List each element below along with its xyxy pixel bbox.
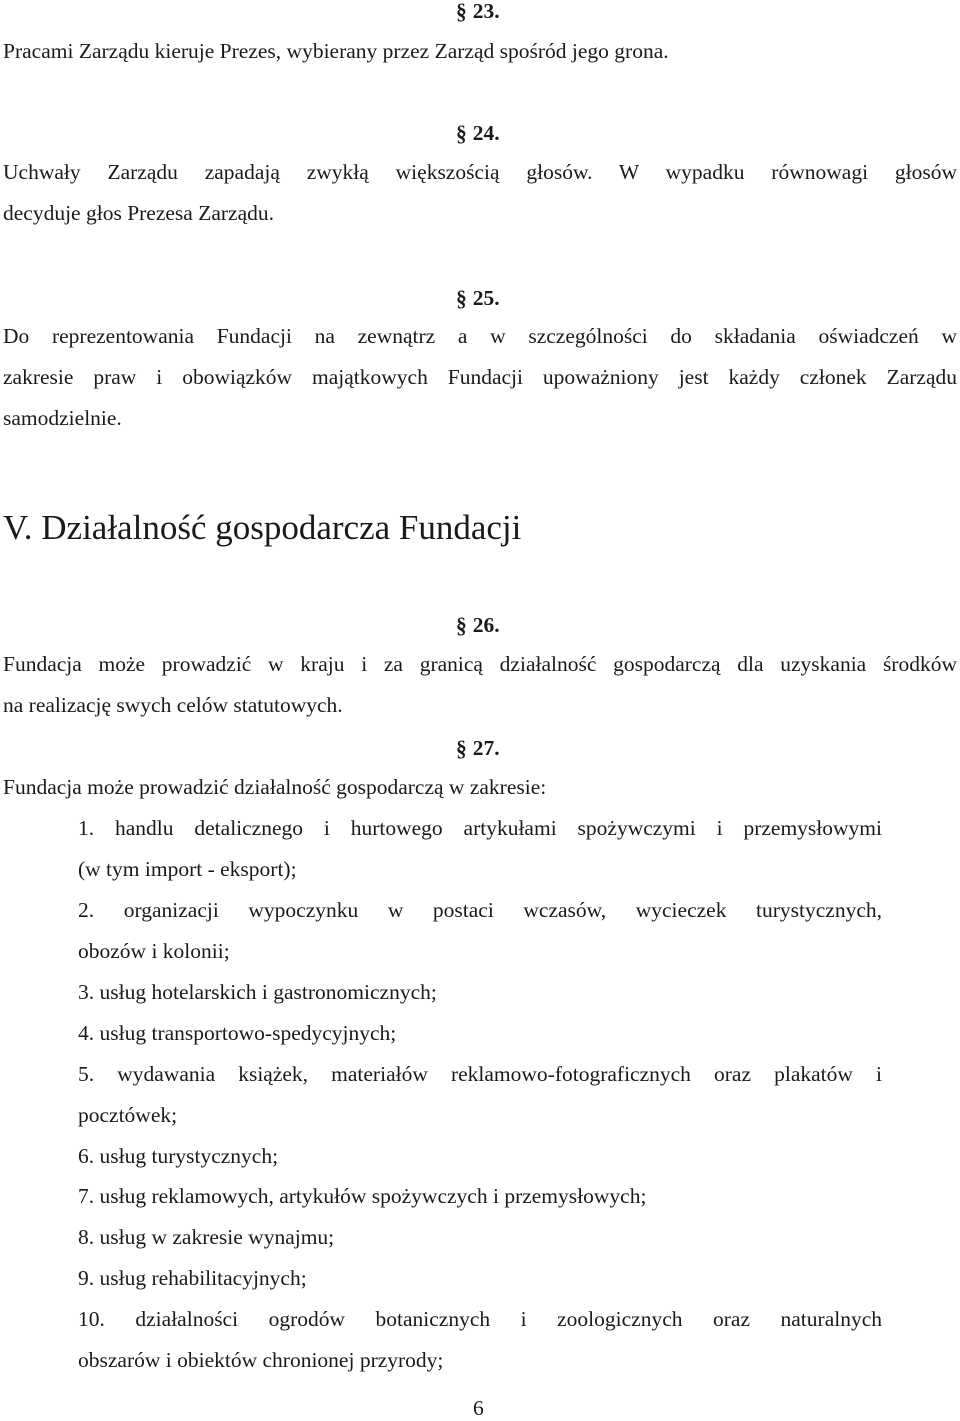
section-symbol: §	[456, 285, 467, 311]
list-item	[78, 1258, 307, 1299]
list-item-number: 10.	[78, 1307, 105, 1331]
section-25-text-line: Do reprezentowania Fundacji na zewnątrz a w szczególności do składania oświadczeń w	[3, 324, 957, 348]
list-item-number: 2.	[78, 898, 95, 922]
list-item	[78, 972, 437, 1013]
list-item-continuation: (w tym import - eksport);	[78, 857, 297, 881]
list-item	[78, 890, 882, 931]
list-item-number: 3.	[78, 980, 95, 1004]
list-item-number: 4.	[78, 1021, 95, 1045]
section-23-heading	[456, 0, 500, 24]
section-24-text-line: decyduje głos Prezesa Zarządu.	[3, 201, 275, 225]
list-item	[78, 1054, 882, 1095]
section-26-text-line: na realizację swych celów statutowych.	[3, 693, 343, 717]
list-item-number: 7.	[78, 1184, 95, 1208]
list-item-text: usług transportowo-spedycyjnych;	[99, 1021, 397, 1045]
section-25-heading	[456, 285, 500, 311]
section-symbol: §	[456, 612, 467, 638]
list-item-text: wydawania książek, materiałów reklamowo-fotograficznych oraz plakatów i	[117, 1062, 882, 1086]
section-number: 24.	[472, 121, 500, 145]
list-item	[78, 1176, 646, 1217]
list-item-continuation: obozów i kolonii;	[78, 939, 230, 963]
section-26-heading	[456, 612, 500, 638]
section-number: 26.	[472, 613, 500, 637]
list-item-text: usług hotelarskich i gastronomicznych;	[99, 980, 437, 1004]
list-item-text: działalności ogrodów botanicznych i zoologicznych oraz naturalnych	[135, 1307, 883, 1331]
section-number: 27.	[472, 736, 500, 760]
list-item-text: usług rehabilitacyjnych;	[99, 1266, 307, 1290]
list-item-text: organizacji wypoczynku w postaci wczasów, wycieczek turystycznych,	[123, 898, 882, 922]
section-27-text-line: Fundacja może prowadzić działalność gospodarczą w zakresie:	[3, 775, 547, 799]
list-item-number: 1.	[78, 816, 95, 840]
list-item-text: handlu detalicznego i hurtowego artykułami spożywczymi i przemysłowymi	[115, 816, 882, 840]
section-23-text-line: Pracami Zarządu kieruje Prezes, wybierany przez Zarząd spośród jego grona.	[3, 39, 669, 63]
list-item-text: usług reklamowych, artykułów spożywczych i przemysłowych;	[99, 1184, 647, 1208]
list-item	[78, 808, 882, 849]
chapter-heading: V. Działalność gospodarcza Fundacji	[3, 508, 522, 547]
section-24-text-line: Uchwały Zarządu zapadają zwykłą większością głosów. W wypadku równowagi głosów	[3, 160, 957, 184]
list-item-number: 6.	[78, 1144, 95, 1168]
section-symbol: §	[456, 120, 467, 146]
section-24-heading	[456, 120, 500, 146]
section-number: 25.	[472, 286, 500, 310]
section-26-text-line: Fundacja może prowadzić w kraju i za granicą działalność gospodarczą dla uzyskania środków	[3, 652, 957, 676]
section-symbol: §	[456, 735, 467, 761]
list-item-text: usług w zakresie wynajmu;	[99, 1225, 335, 1249]
list-item	[78, 1013, 396, 1054]
section-symbol: §	[456, 0, 467, 24]
list-item	[78, 1136, 278, 1177]
list-item-continuation: obszarów i obiektów chronionej przyrody;	[78, 1348, 444, 1372]
list-item	[78, 1217, 334, 1258]
list-item-number: 5.	[78, 1062, 95, 1086]
list-item-number: 9.	[78, 1266, 95, 1290]
list-item-number: 8.	[78, 1225, 95, 1249]
list-item-text: usług turystycznych;	[99, 1144, 279, 1168]
list-item-continuation: pocztówek;	[78, 1103, 178, 1127]
section-25-text-line: samodzielnie.	[3, 406, 122, 430]
section-number: 23.	[472, 0, 500, 23]
section-25-text-line: zakresie praw i obowiązków majątkowych Fundacji upoważniony jest każdy członek Zarządu	[3, 365, 957, 389]
list-item	[78, 1299, 882, 1340]
page-number: 6	[473, 1396, 484, 1420]
section-27-heading	[456, 735, 500, 761]
